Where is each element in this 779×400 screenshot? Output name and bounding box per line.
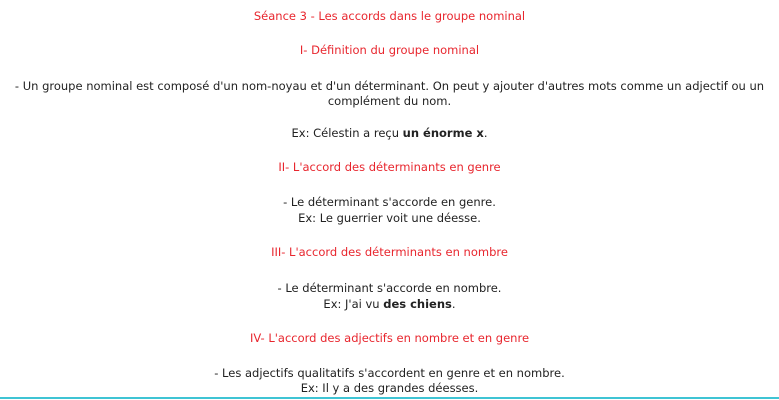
example-text: Ex: J'ai vu: [323, 297, 384, 311]
section-1-body: - Un groupe nominal est composé d'un nom-noyau et d'un déterminant. On peut y ajouter d'autres mots comme un adjectif ou un complément du nom.: [14, 79, 765, 108]
section-4-body: - Les adjectifs qualitatifs s'accordent en genre et en nombre.: [214, 366, 565, 380]
section-2-body: - Le déterminant s'accorde en genre.: [283, 195, 496, 209]
document-title: Séance 3 - Les accords dans le groupe nominal: [253, 9, 526, 23]
example-emphasis: un énorme x: [402, 126, 484, 140]
example-emphasis: des chiens: [383, 297, 452, 311]
example-punctuation: .: [483, 126, 488, 140]
section-2-heading: II- L'accord des déterminants en genre: [278, 160, 501, 174]
section-4-heading: IV- L'accord des adjectifs en nombre et en genre: [249, 331, 530, 345]
example-punctuation: .: [451, 297, 456, 311]
section-3-body: - Le déterminant s'accorde en nombre.: [277, 281, 502, 295]
section-3-example: [0, 297, 779, 312]
section-2-example: Ex: Le guerrier voit une déesse.: [298, 211, 481, 225]
section-4-example: Ex: Il y a des grandes déesses.: [300, 381, 479, 395]
section-3-heading: III- L'accord des déterminants en nombre: [271, 245, 508, 259]
bottom-divider: [0, 397, 779, 399]
section-1-example: [0, 126, 779, 141]
example-text: Ex: Célestin a reçu: [291, 126, 403, 140]
section-1-heading: I- Définition du groupe nominal: [299, 43, 480, 57]
